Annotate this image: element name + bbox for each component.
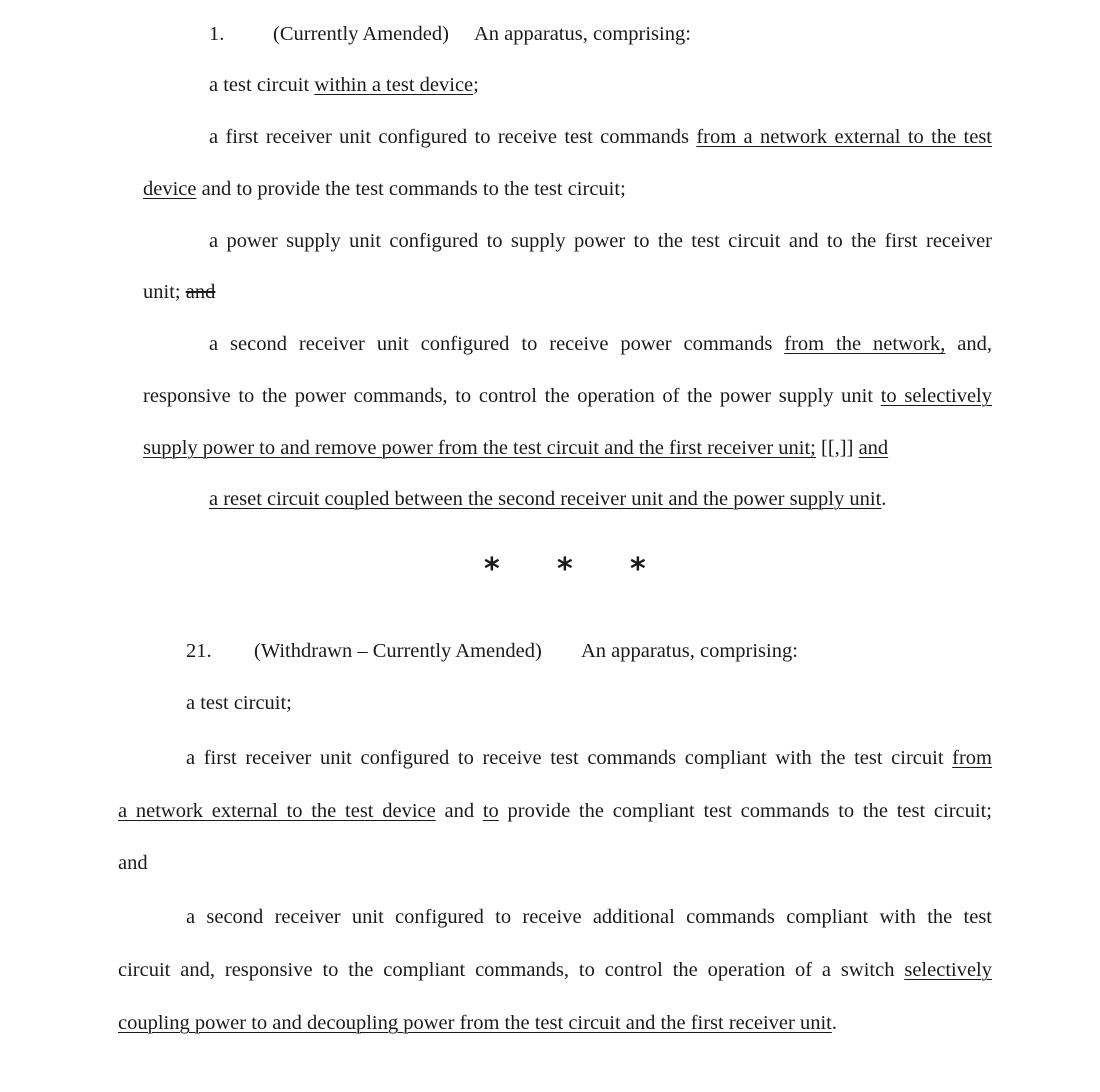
inserted-text: selectively [904, 959, 992, 981]
text: ; [473, 74, 479, 96]
claim-1-line [209, 73, 479, 97]
inserted-text: within a test device [314, 74, 474, 96]
text: a test circuit [209, 74, 315, 96]
text: and to provide the test commands to the test circuit; [196, 178, 626, 200]
claim-1-line [143, 177, 626, 201]
claim-status: (Currently Amended) [273, 23, 449, 45]
text: . [881, 488, 887, 510]
claim-21-heading [186, 639, 798, 663]
text: and [435, 800, 483, 822]
text: and [118, 852, 148, 874]
inserted-text: a reset circuit coupled between the second receiver unit and the power supply unit [209, 488, 882, 510]
claim-1-line [209, 229, 992, 253]
inserted-text: to [482, 800, 499, 822]
text: a second receiver unit configured to receive power commands [209, 333, 785, 355]
inserted-text: and [858, 437, 889, 459]
claim-1-line [209, 125, 992, 149]
claim-21-line [118, 958, 992, 982]
text: unit; [143, 281, 186, 303]
claim-1-line [143, 280, 215, 304]
claim-1-line [209, 487, 886, 511]
inserted-text: supply power to and remove power from the test circuit and the first receiver unit; [143, 437, 816, 459]
text: a test circuit; [186, 692, 292, 714]
claim-1-line [143, 384, 992, 408]
inserted-text: to selectively [880, 385, 992, 407]
text: a second receiver unit configured to receive additional commands compliant with the test [186, 906, 992, 928]
inserted-text: from [952, 747, 992, 769]
text: . [831, 1012, 837, 1034]
claim-1-line [209, 332, 992, 356]
claim-21-line [186, 746, 992, 770]
asterisk: * [630, 552, 646, 587]
claim-preamble: An apparatus, comprising: [474, 23, 691, 45]
claim-number: 1. [209, 23, 225, 45]
deleted-bracket-text: [[,]] [815, 437, 859, 459]
claim-number: 21. [186, 640, 212, 662]
text: a first receiver unit configured to receive test commands compliant with the test circuit [186, 747, 953, 769]
asterisk: * [484, 552, 500, 587]
text: a first receiver unit configured to receive test commands [209, 126, 697, 148]
claim-21-line [186, 691, 292, 715]
inserted-text: coupling power to and decoupling power from the test circuit and the first receiver unit [118, 1012, 832, 1034]
claim-1-line [143, 436, 888, 460]
claim-1-heading [209, 22, 691, 46]
text: a power supply unit configured to supply power to the test circuit and to the first receiver [209, 230, 992, 252]
claim-21-line [118, 1011, 837, 1035]
inserted-text: from the network, [784, 333, 946, 355]
text: and, [945, 333, 992, 355]
inserted-text: device [143, 178, 197, 200]
claim-21-line [118, 851, 148, 875]
claim-21-line [186, 905, 992, 929]
claim-21-line [118, 799, 992, 823]
deleted-text: and [185, 281, 216, 303]
text: provide the compliant test commands to the test circuit; [498, 800, 992, 822]
inserted-text: a network external to the test device [118, 800, 436, 822]
asterisk: * [557, 552, 573, 587]
text: responsive to the power commands, to control the operation of the power supply unit [143, 385, 881, 407]
text: circuit and, responsive to the compliant commands, to control the operation of a switch [118, 959, 905, 981]
claim-status: (Withdrawn – Currently Amended) [254, 640, 542, 662]
claim-preamble: An apparatus, comprising: [581, 640, 798, 662]
inserted-text: from a network external to the test [696, 126, 992, 148]
